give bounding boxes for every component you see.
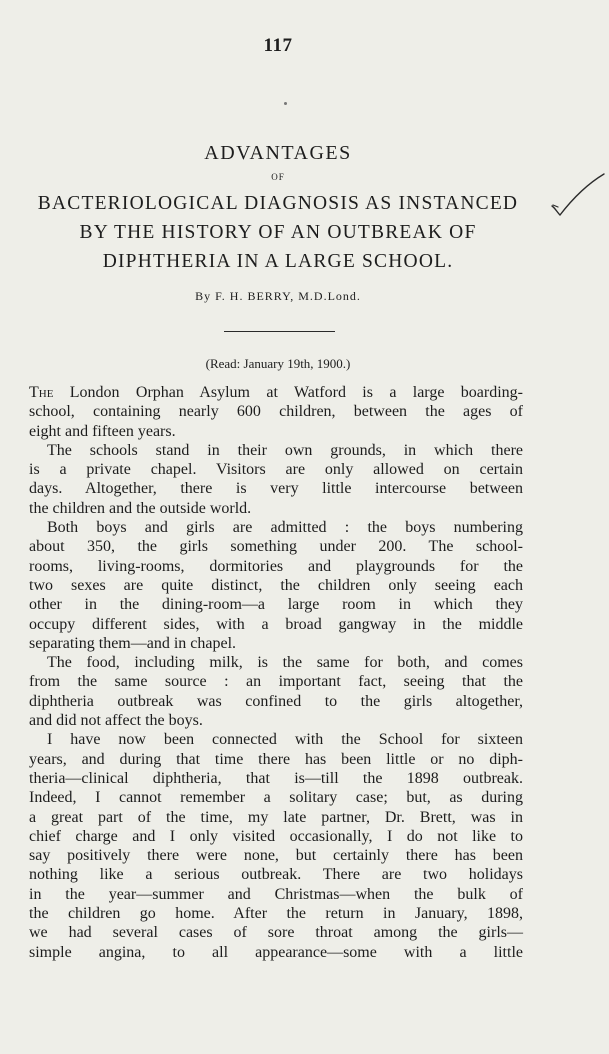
body-line: the children go home. After the return in January, 1898, — [29, 905, 523, 923]
body-line: Both boys and girls are admitted : the boys numbering — [47, 519, 523, 537]
body-line: theria—clinical diphtheria, that is—till the 1898 outbreak. — [29, 769, 523, 787]
body-line: Indeed, I cannot remember a solitary case; but, as during — [29, 789, 523, 807]
first-word: The — [29, 384, 54, 401]
body-line: simple angina, to all appearance—some with a little — [29, 943, 523, 961]
body-line: is a private chapel. Visitors are only allowed on certain — [29, 461, 523, 479]
stray-dot — [284, 102, 287, 105]
title-line-4: DIPHTHERIA IN A LARGE SCHOOL. — [102, 251, 454, 272]
body-line: and did not affect the boys. — [29, 712, 203, 730]
body-line: we had several cases of sore throat among the girls— — [29, 924, 523, 942]
body-line: days. Altogether, there is very little intercourse between — [29, 480, 523, 498]
body-line: a great part of the time, my late partner, Dr. Brett, was in — [29, 808, 523, 826]
body-line: two sexes are quite distinct, the children only seeing each — [29, 576, 523, 594]
body-line: occupy different sides, with a broad gangway in the middle — [29, 615, 523, 633]
body-line: years, and during that time there has been little or no diph- — [29, 750, 523, 768]
title-advantages: ADVANTAGES — [204, 142, 352, 164]
body-line: rooms, living-rooms, dormitories and playgrounds for the — [29, 557, 523, 575]
body-line: diphtheria outbreak was confined to the girls altogether, — [29, 692, 523, 710]
body-line — [29, 383, 523, 402]
body-line: nothing like a serious outbreak. There are two holidays — [29, 866, 523, 884]
byline: By F. H. BERRY, M.D.Lond. — [195, 289, 361, 303]
handwritten-check-mark-icon — [548, 172, 608, 224]
body-line: from the same source : an important fact, seeing that the — [29, 673, 523, 691]
body-line: say positively there were none, but certainly there has been — [29, 847, 523, 865]
body-line: school, containing nearly 600 children, between the ages of — [29, 403, 523, 421]
body-line: about 350, the girls something under 200. The school- — [29, 538, 523, 556]
body-text — [29, 383, 523, 962]
body-line: eight and fifteen years. — [29, 422, 176, 440]
body-line: in the year—summer and Christmas—when the bulk of — [29, 885, 523, 903]
body-line-text: London Orphan Asylum at Watford is a large boarding- — [53, 384, 523, 401]
title-of: OF — [271, 172, 285, 182]
body-line: the children and the outside world. — [29, 499, 252, 517]
title-line-2: BACTERIOLOGICAL DIAGNOSIS AS INSTANCED — [37, 193, 519, 214]
body-line: separating them—and in chapel. — [29, 634, 237, 652]
page-number: 117 — [263, 35, 293, 56]
body-line: I have now been connected with the School for sixteen — [47, 731, 523, 749]
title-line-3: BY THE HISTORY OF AN OUTBREAK OF — [79, 222, 477, 243]
body-line: The food, including milk, is the same for both, and comes — [47, 654, 523, 672]
read-date-note — [0, 356, 556, 372]
read-date-text: (Read: January 19th, 1900.) — [205, 356, 351, 371]
body-line: other in the dining-room—a large room in which they — [29, 596, 523, 614]
divider-rule — [224, 331, 335, 332]
body-line: The schools stand in their own grounds, in which there — [47, 441, 523, 459]
body-line: chief charge and I only visited occasionally, I do not like to — [29, 827, 523, 845]
